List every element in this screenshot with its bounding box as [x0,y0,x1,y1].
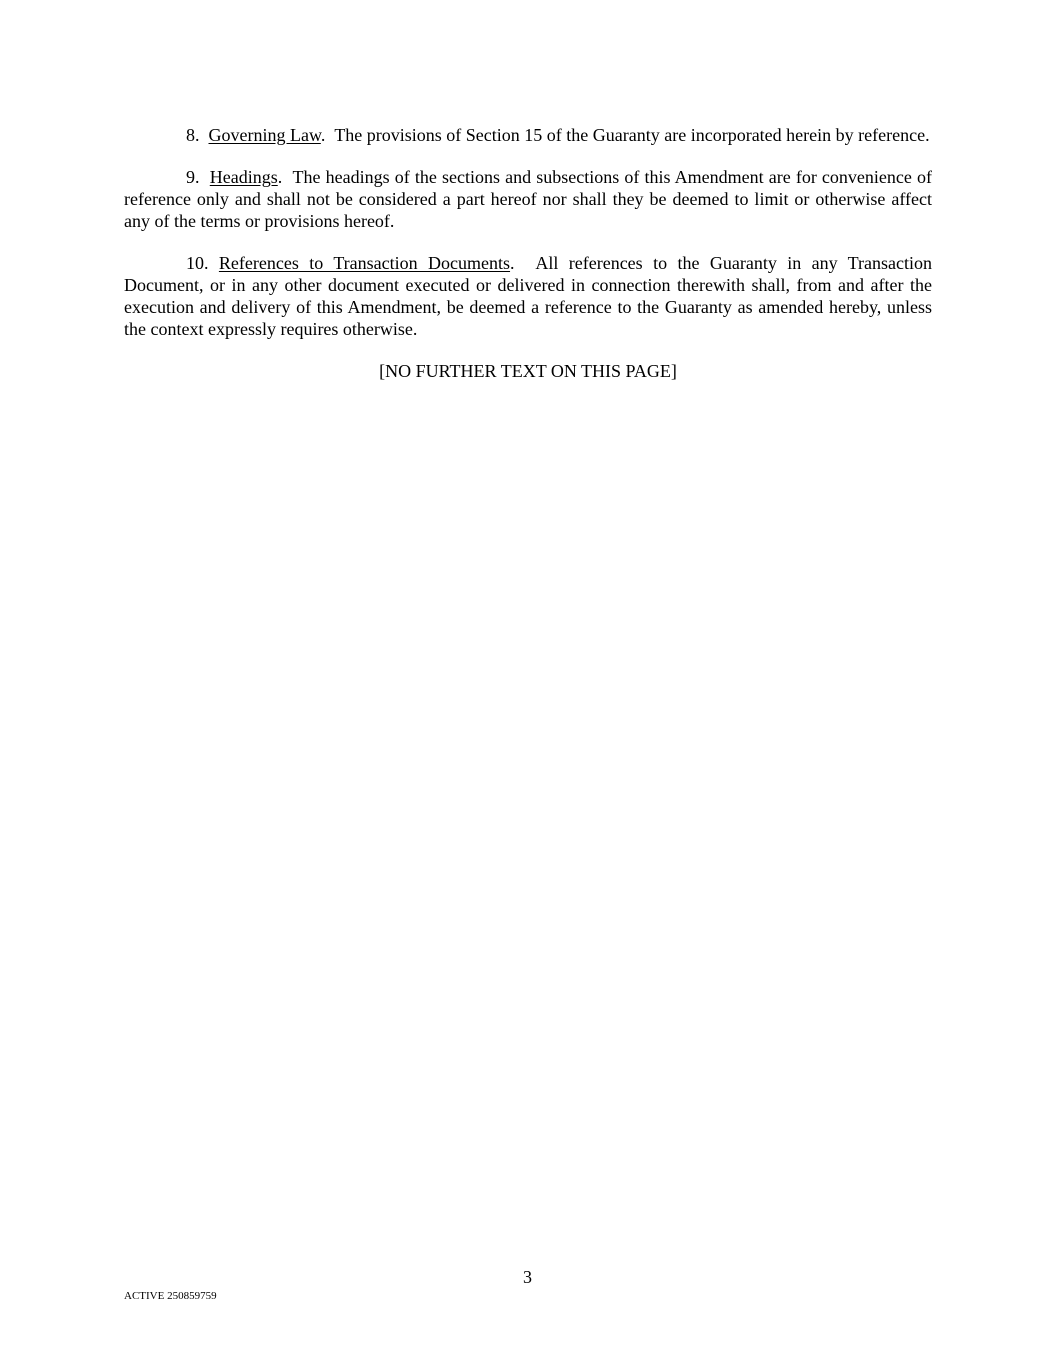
no-further-text-note: [NO FURTHER TEXT ON THIS PAGE] [379,361,677,381]
section-9-number: 9. [186,167,200,187]
section-9-heading: Headings [209,167,278,187]
section-10-heading-period: . [510,253,515,273]
section-8-heading: Governing Law [208,125,321,145]
section-9-body: The headings of the sections and subsections of this Amendment are for convenience of reference only and shall not be considered a part hereof nor shall they be deemed to limit or otherwise affect any of the terms or provisions hereof. [124,167,933,231]
document-id-footer: ACTIVE 250859759 [124,1290,217,1302]
section-8-number: 8. [186,125,200,145]
section-10-heading: References to Transaction Documents [218,253,511,273]
section-9-paragraph [124,166,932,232]
section-8-heading-period: . [320,125,326,145]
section-9-heading-period: . [277,167,283,187]
page-number: 3 [523,1267,532,1287]
section-8-body: The provisions of Section 15 of the Guaranty are incorporated herein by reference. [334,125,930,145]
section-10-number: 10. [186,253,209,273]
document-body [124,124,932,382]
section-8-paragraph [124,124,932,146]
section-10-body: All references to the Guaranty in any Transaction Document, or in any other document executed or delivered in connection therewith shall, from and after the execution and delivery of this Amendment, be deemed a reference to the Guaranty as amended hereby, unless the context expressly requires otherwise. [124,253,933,339]
section-10-paragraph [124,252,932,340]
